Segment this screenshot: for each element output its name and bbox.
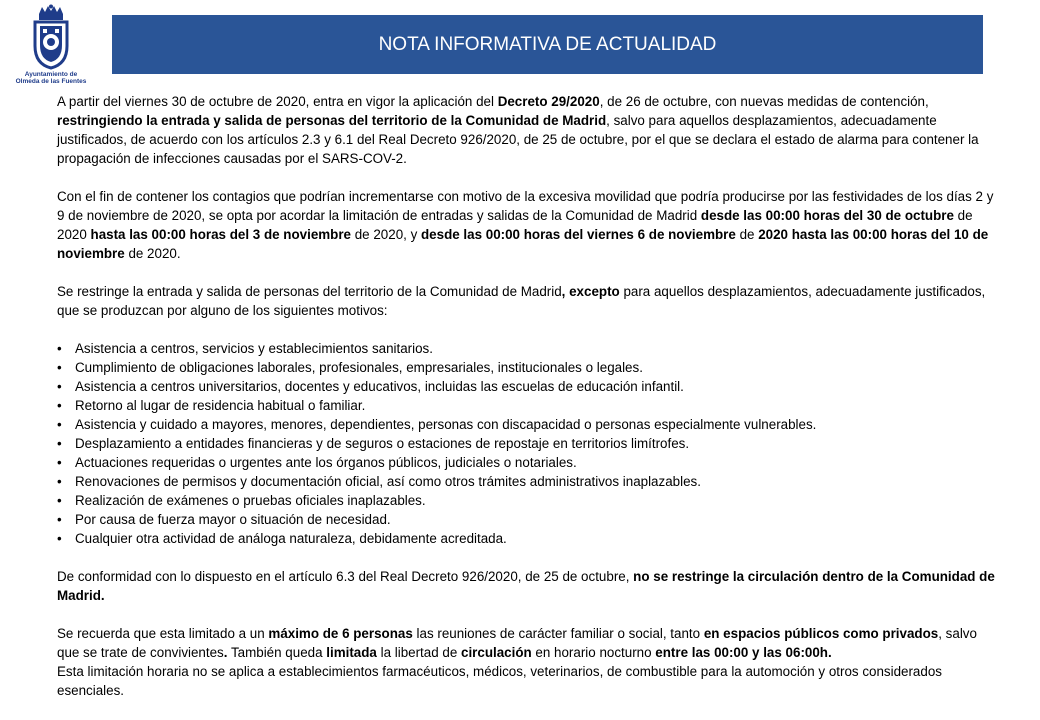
list-item: • Desplazamiento a entidades financieras y de seguros o estaciones de repostaje en territorios limítrofes.	[57, 434, 1002, 453]
text-run: de 2020, y	[351, 227, 421, 242]
bold-run: desde las 00:00 horas del 30 de octubre	[700, 208, 954, 223]
text-run: de 2020.	[124, 246, 181, 261]
bold-run: circulación	[461, 645, 532, 660]
municipal-logo	[14, 4, 88, 88]
text-run: , salvo que se trate de convivientes	[57, 626, 977, 660]
list-item: • Actuaciones requeridas o urgentes ante los órganos públicos, judiciales o notariales.	[57, 453, 1002, 472]
text-run: Con el fin de contener los contagios que podrían incrementarse con motivo de la excesiva movilidad que podría producirse por las festividades de los días 2 y 9 de noviembre de 2020, se opta por acordar la limitación de entradas y salidas de la Comunidad de Madrid	[57, 189, 994, 223]
list-item: • Retorno al lugar de residencia habitual o familiar.	[57, 396, 1002, 415]
text-run: para aquellos desplazamientos, adecuadamente justificados, que se produzcan por alguno de los siguientes motivos:	[57, 284, 986, 318]
list-item: • Renovaciones de permisos y documentación oficial, así como otros trámites administrativos inaplazables.	[57, 472, 1002, 491]
paragraph-exemptions: Esta limitación horaria no se aplica a establecimientos farmacéuticos, médicos, veterinarios, de combustible para la automoción y otros considerados esenciales.	[57, 664, 942, 698]
text-run: También queda	[227, 645, 327, 660]
coat-of-arms-icon	[31, 4, 71, 70]
bold-run: , excepto	[561, 284, 620, 299]
text-run: en horario nocturno	[531, 645, 656, 660]
bold-run: .	[223, 645, 228, 660]
reasons-list	[57, 339, 1002, 548]
bold-run: limitada	[326, 645, 377, 660]
text-run: , de 26 de octubre, con nuevas medidas de contención,	[599, 94, 929, 109]
list-item: • Realización de exámenes o pruebas oficiales inaplazables.	[57, 491, 1002, 510]
bold-run: no se restringe la circulación dentro de la Comunidad de Madrid.	[57, 569, 995, 603]
text-run: de 2020	[57, 208, 973, 242]
text-run: de	[735, 227, 759, 242]
list-item: • Por causa de fuerza mayor o situación de necesidad.	[57, 510, 1002, 529]
bold-run: desde las 00:00 horas del viernes 6 de noviembre	[421, 227, 736, 242]
bold-run: 2020 hasta las 00:00 horas del 10 de noviembre	[57, 227, 989, 261]
paragraph-reminder	[57, 624, 1002, 662]
list-item: • Asistencia a centros, servicios y establecimientos sanitarios.	[57, 339, 1002, 358]
logo-line-2: Olmeda de las Fuentes	[15, 78, 87, 85]
paragraph-circulation	[57, 567, 1002, 605]
logo-line-1: Ayuntamiento de	[24, 71, 78, 78]
text-run: A partir del viernes 30 de octubre de 2020, entra en vigor la aplicación del	[57, 94, 498, 109]
logo-caption	[16, 71, 87, 85]
bold-run: entre las 00:00 y las 06:00h.	[655, 645, 832, 660]
paragraph-decree	[57, 92, 1002, 168]
header-banner	[112, 15, 983, 74]
bold-run: restringiendo la entrada y salida de personas del territorio de la Comunidad de Madrid	[57, 113, 607, 128]
text-run: las reuniones de carácter familiar o social, tanto	[412, 626, 704, 641]
list-item: • Cualquier otra actividad de análoga naturaleza, debidamente acreditada.	[57, 529, 1002, 548]
text-run: Se restringe la entrada y salida de personas del territorio de la Comunidad de Madrid	[57, 284, 562, 299]
document-body	[57, 92, 1002, 700]
paragraph-restriction	[57, 282, 1002, 320]
bold-run: máximo de 6 personas	[268, 626, 413, 641]
text-run: , salvo para aquellos desplazamientos, adecuadamente justificados, de acuerdo con los artículos 2.3 y 6.1 del Real Decreto 926/2020, de 25 de octubre, por el que se declara el estado de alarma para contener la propagación de infecciones causadas por el SARS-COV-2.	[57, 113, 979, 166]
page-title: NOTA INFORMATIVA DE ACTUALIDAD	[378, 33, 717, 55]
bold-run: en espacios públicos como privados	[703, 626, 939, 641]
text-run: De conformidad con lo dispuesto en el artículo 6.3 del Real Decreto 926/2020, de 25 de octubre,	[57, 569, 634, 584]
bold-run: Decreto 29/2020	[497, 94, 600, 109]
text-run: la libertad de	[376, 645, 461, 660]
list-item: • Asistencia a centros universitarios, docentes y educativos, incluidas las escuelas de educación infantil.	[57, 377, 1002, 396]
list-item: • Asistencia y cuidado a mayores, menores, dependientes, personas con discapacidad o personas especialmente vulnerables.	[57, 415, 1002, 434]
text-run: Se recuerda que esta limitado a un	[57, 626, 269, 641]
list-item: • Cumplimiento de obligaciones laborales, profesionales, empresariales, institucionales o legales.	[57, 358, 1002, 377]
bold-run: hasta las 00:00 horas del 3 de noviembre	[90, 227, 352, 242]
paragraph-dates	[57, 187, 1002, 263]
